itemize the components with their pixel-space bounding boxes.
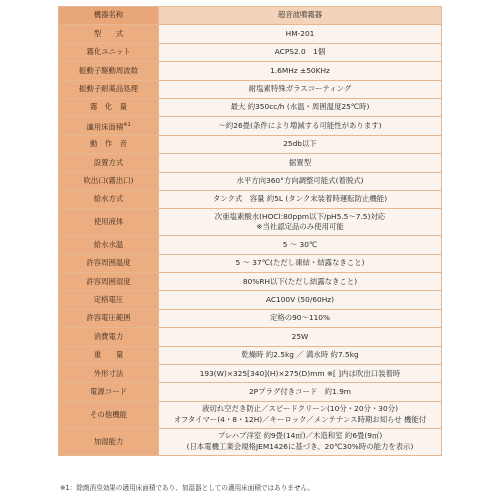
spec-value-text-2: ※当社認定品のみ使用可能 — [256, 222, 344, 232]
spec-value-text: 5 〜 30℃ — [282, 239, 318, 249]
spec-row — [59, 346, 442, 364]
spec-label — [59, 190, 159, 208]
spec-value-text: 据置型 — [288, 157, 312, 167]
spec-label — [59, 346, 159, 364]
spec-value — [159, 80, 442, 98]
spec-label-text: 吹出口(霧出口) — [83, 176, 134, 185]
spec-value-text: ACPS2.0 1個 — [274, 47, 326, 57]
spec-value-text: 水平方向360°方向調整可能式(着脱式) — [236, 176, 364, 185]
spec-label-note: ※1 — [123, 121, 131, 128]
spec-value-text: 耐塩素特殊ガラスコーティング — [248, 84, 352, 94]
spec-value-text: 5 〜 37℃(ただし凍結・結露なきこと) — [235, 258, 365, 268]
spec-value — [159, 62, 442, 80]
spec-row — [59, 209, 442, 236]
spec-value — [159, 273, 442, 291]
spec-row — [59, 80, 442, 98]
spec-label-text: 消費電力 — [93, 331, 124, 341]
spec-label — [59, 428, 159, 455]
spec-value-text: AC100V (50/60Hz) — [265, 294, 335, 304]
spec-value — [159, 346, 442, 364]
spec-value-text: 25db以下 — [283, 139, 317, 149]
spec-value — [159, 172, 442, 190]
spec-label — [59, 254, 159, 272]
spec-value-text: プレハブ洋室 約9畳(14㎡)／木造和室 約6畳(9㎡) — [217, 431, 383, 441]
spec-value-text: 最大 約350cc/h (水温・周囲温度25℃時) — [230, 102, 370, 112]
spec-label-text: 許容電圧範囲 — [86, 313, 131, 323]
spec-header-row — [59, 7, 442, 25]
spec-label — [59, 117, 159, 135]
spec-value-text: タンク式 容量 約5L (タンク未装着時運転防止機能) — [212, 194, 388, 204]
spec-label-text: 動 作 音 — [90, 139, 127, 149]
spec-label — [59, 365, 159, 383]
spec-value-text: 25W — [291, 331, 309, 341]
spec-row — [59, 190, 442, 208]
spec-label-text: 設置方式 — [93, 157, 124, 167]
spec-row — [59, 43, 442, 61]
footnote: ※1：除菌消臭効果の適用床面積であり、加湿器としての適用床面積ではありません。 — [60, 484, 315, 492]
spec-row — [59, 365, 442, 383]
spec-label-text: 型 式 — [93, 28, 124, 38]
spec-value — [159, 365, 442, 383]
spec-row — [59, 291, 442, 309]
spec-value-text: 定格の90〜110% — [269, 313, 331, 323]
spec-value-text: 乾燥時 約2.5kg ／ 満水時 約7.5kg — [241, 350, 359, 360]
spec-label-text: 重 量 — [93, 350, 124, 360]
spec-label — [59, 383, 159, 401]
spec-value — [159, 254, 442, 272]
spec-value — [159, 309, 442, 327]
spec-label — [59, 236, 159, 254]
spec-header-value: 超音波噴霧器 — [159, 7, 442, 25]
spec-value — [159, 117, 442, 135]
spec-header-label: 機器名称 — [59, 7, 159, 25]
spec-label — [59, 172, 159, 190]
spec-label-text: 加湿能力 — [93, 436, 124, 446]
spec-row — [59, 309, 442, 327]
spec-row — [59, 428, 442, 455]
spec-value — [159, 291, 442, 309]
spec-label — [59, 401, 159, 428]
spec-value-text: 193(W)×325[340](H)×275(D)mm ※[ ]内は吹出口装着時 — [199, 368, 401, 378]
spec-value-text: 次亜塩素酸水(HOCl:80ppm以下/pH5.5〜7.5)対応 — [214, 211, 386, 221]
spec-value-text: 1.6MHz ±50KHz — [270, 65, 330, 75]
spec-label-text: 許容周囲湿度 — [86, 276, 131, 286]
spec-label — [59, 80, 159, 98]
spec-label — [59, 209, 159, 236]
spec-value — [159, 328, 442, 346]
spec-label-text: 振動子駆動周波数 — [78, 65, 139, 75]
spec-label — [59, 25, 159, 43]
spec-value-text: 80%RH以下(ただし結露なきこと) — [242, 276, 358, 286]
spec-row — [59, 135, 442, 153]
spec-value-text: HM-201 — [285, 28, 315, 38]
spec-value — [159, 401, 442, 428]
spec-label-text: 霧化ユニット — [86, 47, 131, 57]
spec-row — [59, 236, 442, 254]
spec-value — [159, 25, 442, 43]
spec-label-text: 給水水温 — [93, 239, 124, 249]
spec-label — [59, 328, 159, 346]
spec-label-text: 適用床面積 — [86, 122, 124, 132]
spec-row — [59, 328, 442, 346]
spec-row — [59, 117, 442, 135]
spec-value — [159, 98, 442, 116]
spec-row — [59, 62, 442, 80]
spec-value — [159, 236, 442, 254]
spec-row — [59, 401, 442, 428]
spec-label — [59, 62, 159, 80]
spec-row — [59, 25, 442, 43]
spec-label-text: 霧 化 量 — [90, 102, 127, 112]
spec-value-text: 液切れ空だき防止／スピードクリーン(10分・20分・30分) — [202, 404, 398, 414]
spec-row — [59, 98, 442, 116]
spec-label-text: 電源コード — [90, 386, 127, 396]
spec-label-text: 給水方式 — [93, 194, 124, 204]
spec-label — [59, 273, 159, 291]
spec-row — [59, 172, 442, 190]
spec-label — [59, 154, 159, 172]
spec-value — [159, 43, 442, 61]
spec-label-text: 許容周囲温度 — [86, 258, 131, 268]
spec-row — [59, 254, 442, 272]
spec-label — [59, 309, 159, 327]
spec-row — [59, 273, 442, 291]
spec-label-text: 使用液体 — [93, 217, 124, 227]
spec-label — [59, 135, 159, 153]
spec-table — [58, 6, 442, 456]
spec-value — [159, 190, 442, 208]
spec-value — [159, 428, 442, 455]
spec-value — [159, 383, 442, 401]
spec-table-body — [59, 7, 442, 456]
spec-value-text-2: オフタイマー(4・8・12H)／キーロック／メンテナンス時期お知らせ 機能付 — [173, 414, 427, 424]
spec-value-text-2: (日本電機工業会規格JEM1426に基づき、20℃30%時の能力を表示) — [186, 441, 414, 451]
spec-label — [59, 43, 159, 61]
spec-value-text: 〜約26畳(条件により増減する可能性があります) — [218, 120, 382, 130]
spec-label — [59, 98, 159, 116]
spec-label-text: 外形寸法 — [93, 368, 124, 378]
spec-label-text: 定格電圧 — [93, 294, 124, 304]
spec-value — [159, 135, 442, 153]
spec-row — [59, 383, 442, 401]
spec-label — [59, 291, 159, 309]
spec-value-text: 2Pプラグ付きコード 約1.9m — [248, 386, 352, 396]
spec-value — [159, 154, 442, 172]
spec-label-text: 振動子耐薬品処理 — [78, 84, 139, 94]
spec-value — [159, 209, 442, 236]
spec-label-text: その他機能 — [90, 409, 127, 419]
spec-row — [59, 154, 442, 172]
